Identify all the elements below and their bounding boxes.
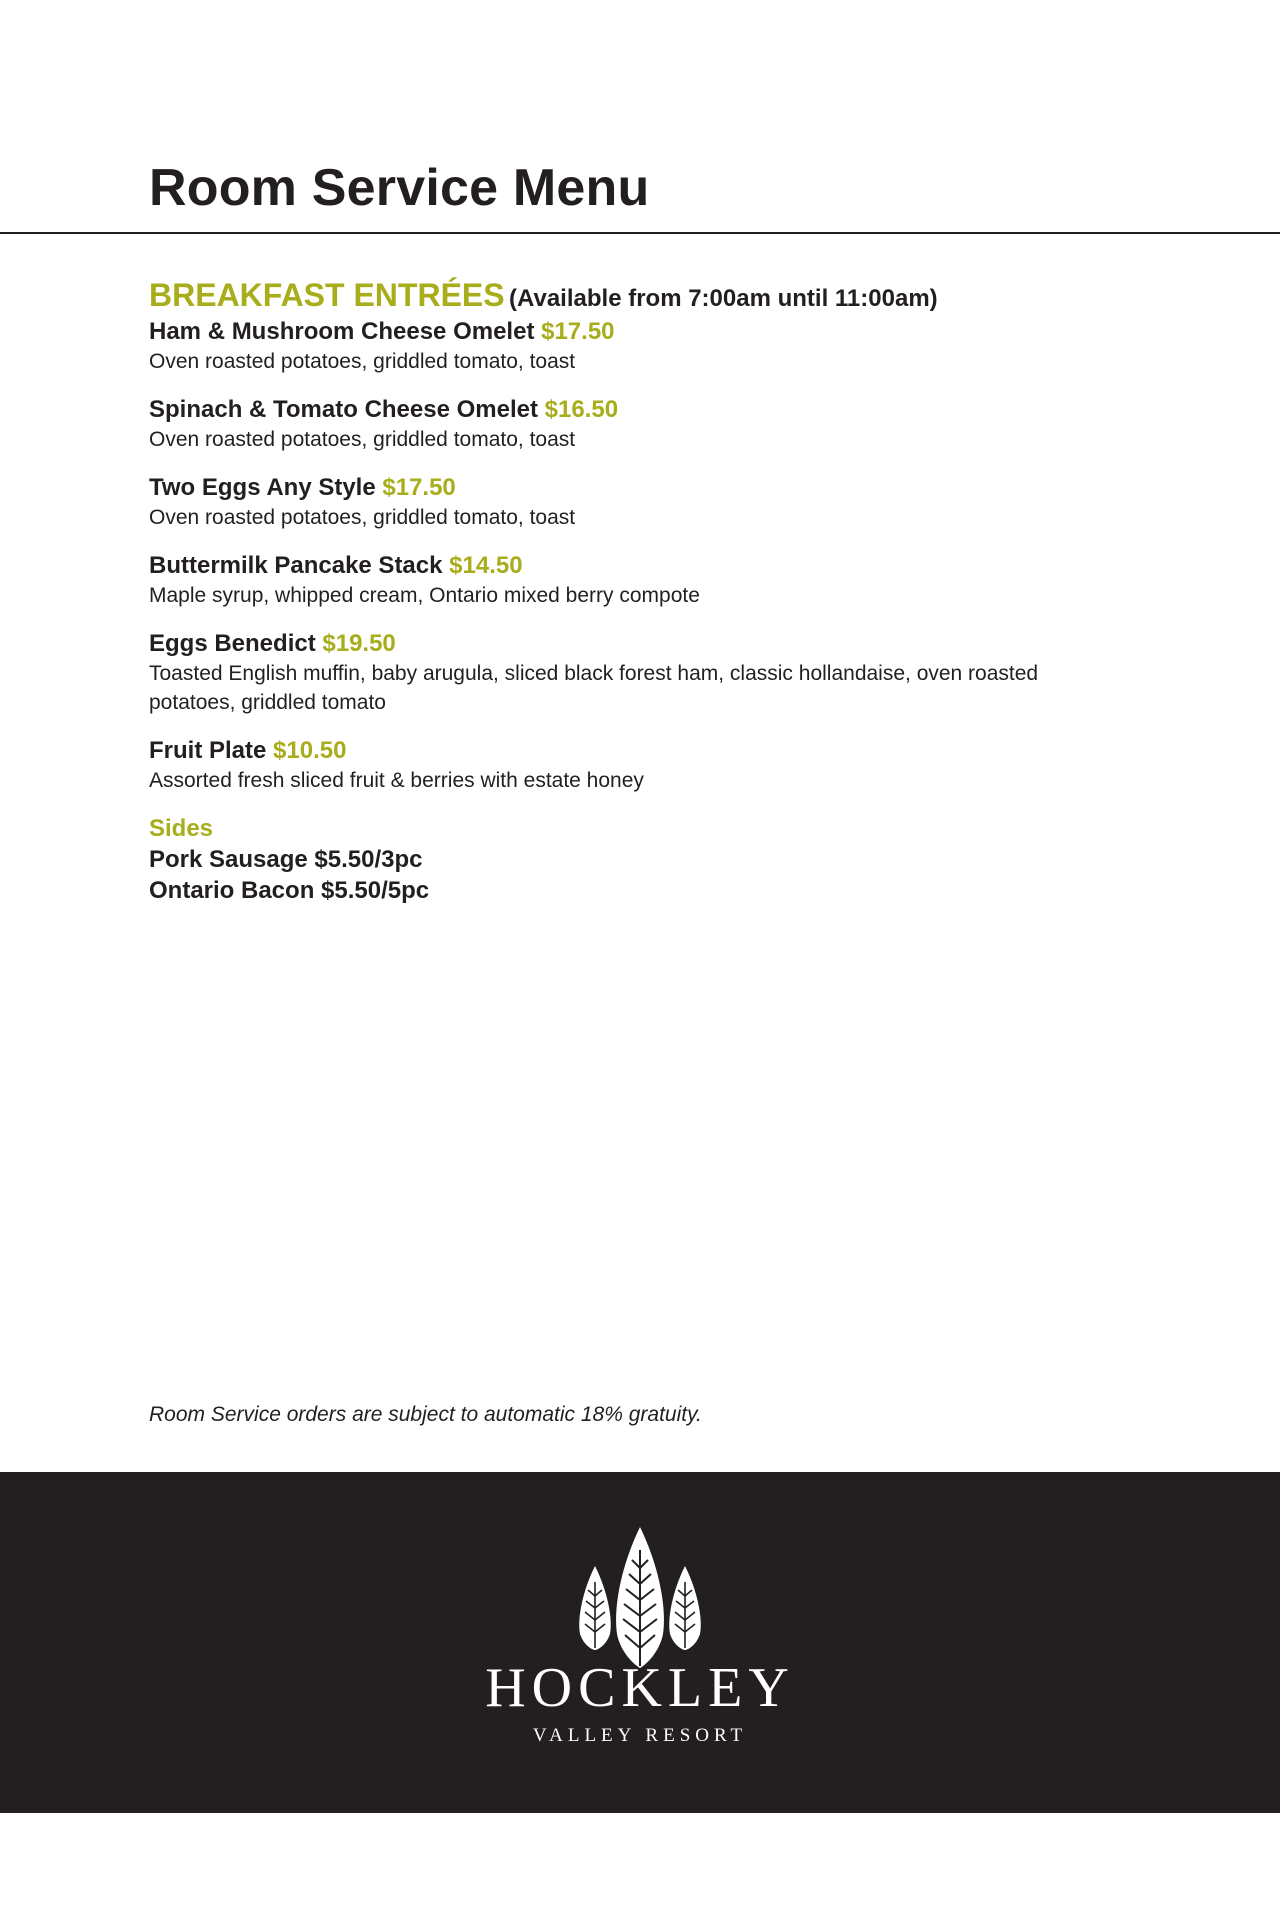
item-description: Toasted English muffin, baby arugula, sliced black forest ham, classic hollandaise, oven roasted potatoes, griddled tomato	[149, 662, 1039, 715]
item-name: Eggs Benedict	[149, 630, 316, 658]
item-description: Maple syrup, whipped cream, Ontario mixed berry compote	[149, 584, 700, 608]
menu-item	[149, 317, 1149, 376]
sides-heading: Sides	[149, 815, 214, 843]
item-name: Ham & Mushroom Cheese Omelet	[149, 318, 535, 346]
gratuity-note: Room Service orders are subject to automatic 18% gratuity.	[149, 1403, 702, 1426]
item-price: $14.50	[449, 552, 523, 580]
item-price: $10.50	[273, 737, 347, 765]
section-header	[149, 278, 1149, 313]
item-name: Buttermilk Pancake Stack	[149, 552, 443, 580]
menu-item	[149, 551, 1149, 610]
title-divider	[0, 232, 1280, 234]
section-availability: (Available from 7:00am until 11:00am)	[509, 285, 938, 312]
menu-item	[149, 473, 1149, 532]
side-item: Ontario Bacon $5.50/5pc	[149, 877, 430, 905]
breakfast-menu	[149, 278, 1149, 906]
item-name: Two Eggs Any Style	[149, 474, 376, 502]
item-description: Assorted fresh sliced fruit & berries with estate honey	[149, 769, 644, 793]
item-price: $19.50	[322, 630, 396, 658]
item-description: Oven roasted potatoes, griddled tomato, toast	[149, 428, 576, 452]
menu-item	[149, 629, 1149, 717]
item-name: Spinach & Tomato Cheese Omelet	[149, 396, 538, 424]
item-description: Oven roasted potatoes, griddled tomato, toast	[149, 350, 576, 374]
item-price: $17.50	[541, 318, 615, 346]
brand-subtitle: VALLEY RESORT	[532, 1725, 748, 1746]
item-price: $17.50	[382, 474, 456, 502]
item-description: Oven roasted potatoes, griddled tomato, toast	[149, 506, 576, 530]
three-trees-icon	[0, 1472, 1280, 1813]
item-name: Fruit Plate	[149, 737, 267, 765]
side-item: Pork Sausage $5.50/3pc	[149, 846, 423, 874]
item-price: $16.50	[544, 396, 619, 424]
brand-name: HOCKLEY	[485, 1657, 795, 1719]
menu-item	[149, 736, 1149, 795]
section-name: BREAKFAST ENTRÉES	[149, 277, 505, 313]
page-title: Room Service Menu	[149, 159, 650, 217]
footer	[0, 1472, 1280, 1813]
menu-item	[149, 395, 1149, 454]
